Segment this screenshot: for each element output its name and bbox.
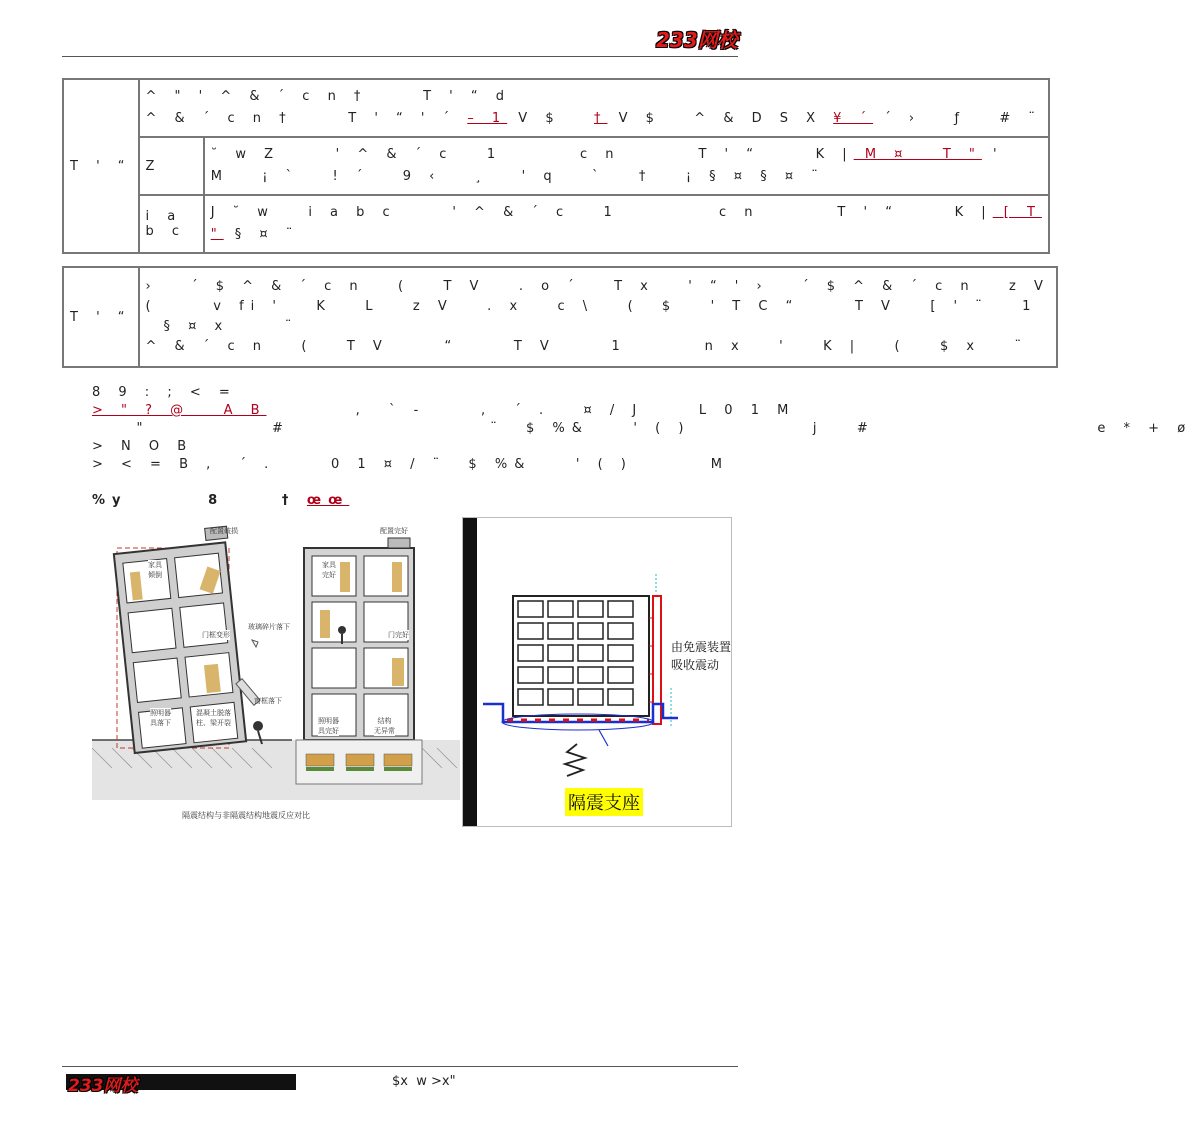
table1-left-label: T ' “: [63, 79, 139, 253]
notes-line1: 8 9 : ; < =: [92, 385, 237, 400]
table2-line3: § ¤ x ¨: [163, 319, 299, 334]
label-window-fall: 窗框落下: [254, 697, 282, 705]
footer-logo: 233网校: [68, 1076, 138, 1096]
label-concrete: 混凝土脱落 柱、梁开裂: [196, 709, 231, 727]
support-label: 隔震支座: [565, 788, 643, 816]
table2-line1: › ´ $ ^ & ´ c n ( T V . o ´ T x ' “ ' › ´ $ ^ & ´ c n z V: [145, 279, 1050, 294]
label-door-deform: 门框变形: [202, 631, 230, 639]
figure-caption: 隔震结构与非隔震结构地震反应对比: [182, 811, 310, 820]
table2-left-label: T ' “: [63, 267, 139, 367]
label-glass-fall: 玻璃碎片落下: [248, 623, 290, 631]
table2-line2: ( v fi ' K L z V . x c \ ( $ ' T C “ T V [ ' ¨ 1: [145, 299, 1038, 314]
table1-row2-line2: M ¡ ` ! ´ 9 ‹ ¸ ' q ` † ¡ § ¤ § ¤ ¨: [210, 169, 825, 184]
isolation-bearing-figure: [462, 517, 732, 827]
table-2: [62, 266, 1058, 368]
table1-row2-line1: ˘ w Z ' ^ & ´ c 1 c n T ' “ K | M ¤ T " ': [210, 147, 1004, 162]
table2-line4: ^ & ´ c n ( T V “ T V 1 n x ' K | ( $ x ¨: [145, 339, 1029, 354]
table1-top-line2: ^ & ´ c n † T ' “ ' ´ – 1 V $ † V $ ^ & D S X ¥ ´ ´ › ƒ # ¨: [145, 111, 1042, 126]
notes-line2: > " ? @ A B , ` - , ´ . ¤ / J L 0 1 M: [92, 403, 796, 418]
header-logo: 233网校: [656, 28, 738, 52]
figure-heading: %y 8 † œœ: [92, 493, 350, 508]
notes-line3: " # ¨ $ %& ' ( ) j # e * + ø: [92, 421, 1192, 436]
label-structure-ok: 结构 无异常: [374, 717, 395, 735]
footer-page: $x w >x": [392, 1074, 456, 1089]
notes-line4: > N O B: [92, 439, 194, 454]
label-door-ok: 门完好: [388, 631, 409, 639]
table-1: [62, 78, 1050, 254]
header-rule: [62, 56, 738, 57]
label-furniture-fall: 家具 倾倒: [148, 561, 162, 579]
footer-rule: [62, 1066, 738, 1067]
table1-row3-label: i a b c: [139, 195, 204, 253]
table1-top-line1: ^ " ' ^ & ´ c n † T ' “ d: [145, 89, 511, 104]
device-label: 由免震装置 吸收震动: [671, 640, 732, 672]
table1-row3-line1: J ˘ w i a b c ' ^ & ´ c 1 c n T ' “ K | [ T: [210, 205, 1042, 220]
label-top-intact: 配置完好: [380, 527, 408, 535]
label-furniture-ok: 家具 完好: [322, 561, 336, 579]
label-light-ok: 照明器 具完好: [318, 717, 339, 735]
label-light-fall: 照明器 具落下: [150, 709, 171, 727]
notes-line5: > < = B , ´ . 0 1 ¤ / ¨ $ %& ' ( ) M: [92, 457, 729, 472]
table1-row3-line2: " § ¤ ¨: [210, 227, 300, 242]
earthquake-comparison-figure: [92, 518, 460, 828]
table1-row2-label: Z: [139, 137, 204, 195]
label-top-damaged: 配置破损: [210, 527, 238, 535]
